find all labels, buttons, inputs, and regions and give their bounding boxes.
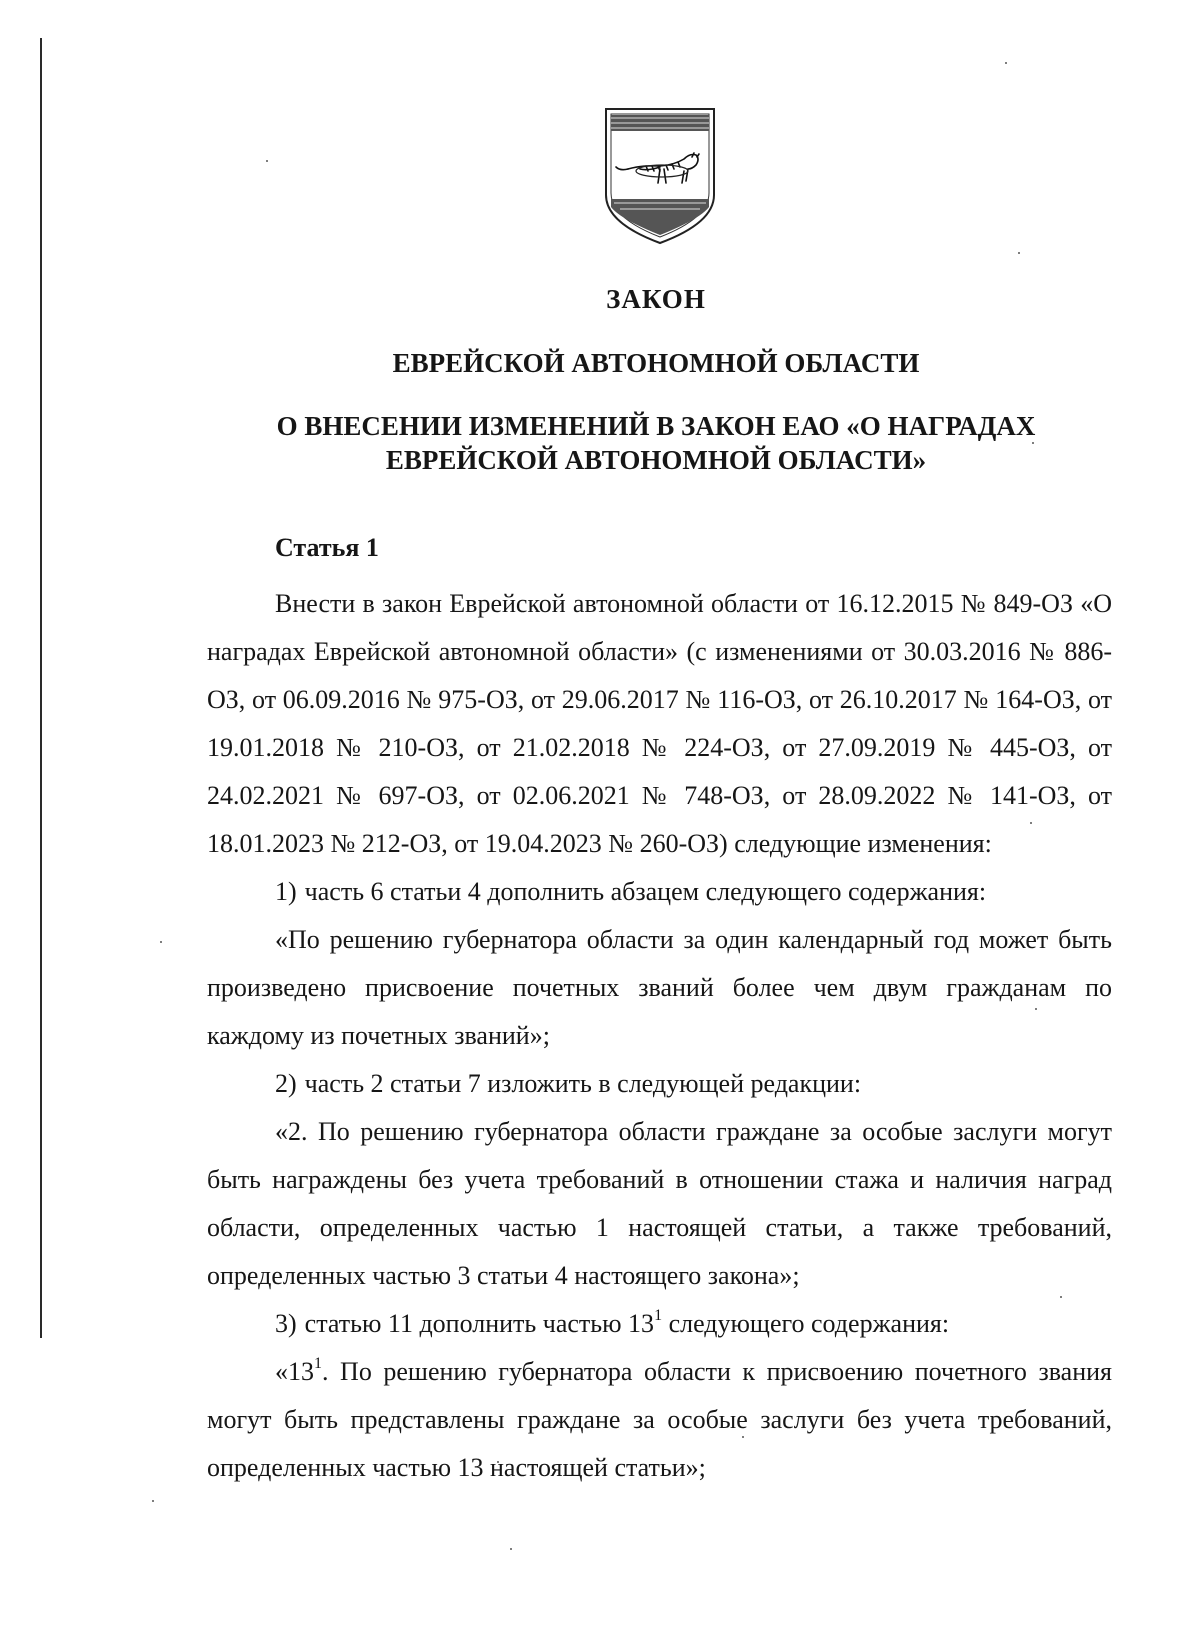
region-heading: ЕВРЕЙСКОЙ АВТОНОМНОЙ ОБЛАСТИ — [392, 348, 920, 378]
item-3 — [207, 1300, 1112, 1348]
article-heading: Статья 1 — [275, 533, 379, 562]
scan-speck — [160, 941, 162, 943]
law-title-line-1: О ВНЕСЕНИИ ИЗМЕНЕНИЙ В ЗАКОН ЕАО «О НАГРАДАХ — [276, 411, 1036, 441]
document-type-heading: ЗАКОН — [606, 284, 706, 314]
intro-paragraph: Внести в закон Еврейской автономной области от 16.12.2015 № 849-ОЗ «О наградах Еврейской автономной области» (с изменениями от 30.03.2016 № 886-ОЗ, от 06.09.2016 № 975-ОЗ, от 29.06.2017 № 116-ОЗ, от 26.10.2017 № 164-ОЗ, от 19.01.2018 № 210-ОЗ, от 21.02.2018 № 224-ОЗ, от 27.09.2019 № 445-ОЗ, от 24.02.2021 № 697-ОЗ, от 02.06.2021 № 748-ОЗ, от 28.09.2022 № 141-ОЗ, от 18.01.2023 № 212-ОЗ, от 19.04.2023 № 260-ОЗ) следующие изменения: — [207, 589, 1112, 858]
item-3-quote — [207, 1348, 1112, 1492]
scan-margin-line — [40, 38, 42, 1338]
item-1 — [207, 868, 1112, 916]
item-2-number: 2) — [275, 1069, 297, 1098]
item-2-quote: «2. По решению губернатора области граждане за особые заслуги могут быть награждены без учета требований в отношении стажа и наличия наград области, определенных частью 1 настоящей статьи, а также требований, определенных частью 3 статьи 4 настоящего закона»; — [207, 1117, 1112, 1290]
item-1-quote: «По решению губернатора области за один календарный год может быть произведено присвоение почетных званий более чем двум гражданам по каждому из почетных званий»; — [207, 925, 1112, 1050]
item-3-number: 3) — [275, 1309, 297, 1338]
scan-speck — [1018, 252, 1020, 254]
item-1-text: часть 6 статьи 4 дополнить абзацем следующего содержания: — [304, 877, 987, 906]
scan-speck — [1005, 62, 1007, 64]
scan-speck — [266, 160, 268, 162]
item-3-text: статью 11 дополнить частью 13 — [304, 1309, 655, 1338]
item-3-quote-start: «13 — [275, 1357, 314, 1386]
item-3-text-end: следующего содержания: — [662, 1309, 950, 1338]
scan-speck — [152, 1500, 154, 1502]
scan-speck — [510, 1548, 512, 1550]
item-3-quote-superscript: 1 — [314, 1355, 322, 1373]
coat-of-arms-icon — [600, 107, 720, 247]
law-title — [200, 409, 1112, 477]
article-body — [207, 580, 1112, 1492]
item-3-quote-text: . По решению губернатора области к присвоению почетного звания могут быть представлены граждане за особые заслуги без учета требований, определенных частью 13 настоящей статьи»; — [207, 1357, 1112, 1482]
law-title-line-2: ЕВРЕЙСКОЙ АВТОНОМНОЙ ОБЛАСТИ» — [385, 445, 927, 475]
item-2-text: часть 2 статьи 7 изложить в следующей редакции: — [304, 1069, 862, 1098]
item-3-superscript: 1 — [654, 1307, 663, 1325]
item-2 — [207, 1060, 1112, 1108]
item-1-number: 1) — [275, 877, 297, 906]
